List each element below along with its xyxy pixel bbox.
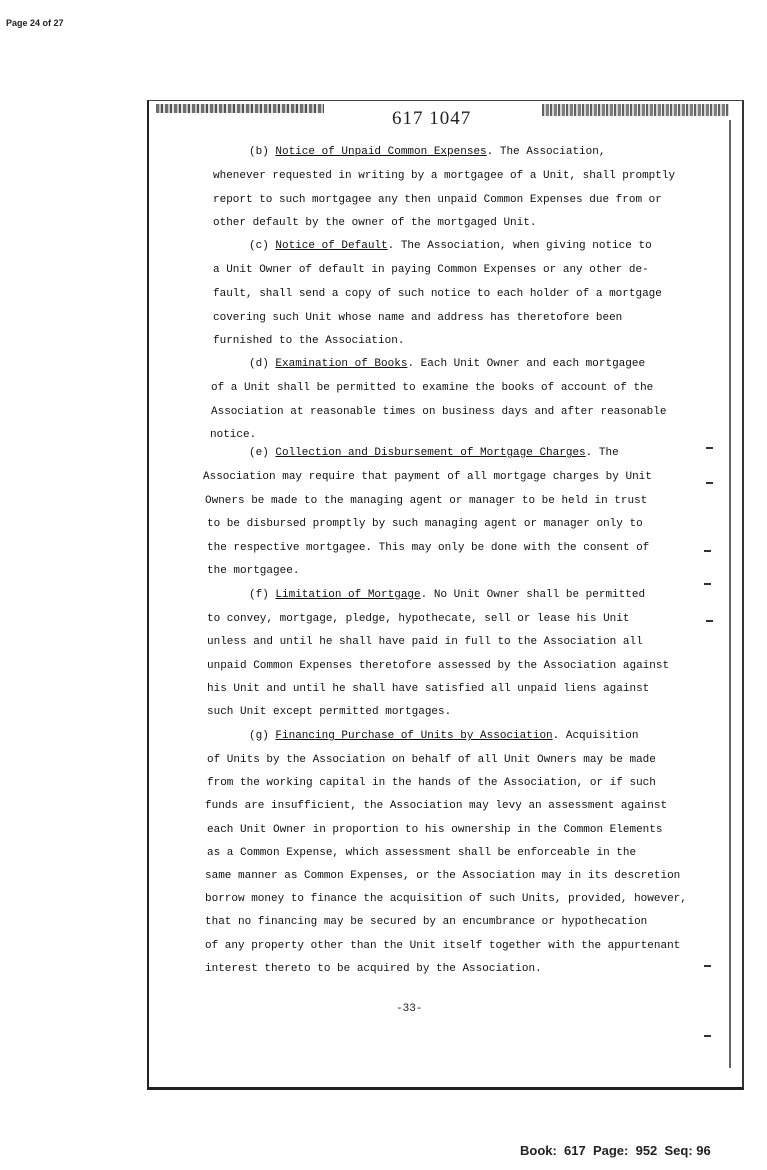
text-segment: . The: [585, 447, 619, 459]
scan-edge-line: [729, 120, 731, 1068]
text-segment: Owners be made to the managing agent or manager to be held in trust: [205, 495, 648, 507]
text-segment: . Each Unit Owner and each mortgagee: [407, 358, 646, 370]
page-number: -33-: [396, 1003, 423, 1015]
text-segment: Association at reasonable times on business days and after reasonable: [211, 406, 667, 418]
text-segment: of any property other than the Unit itself together with the appurtenant: [205, 940, 681, 952]
text-segment: (f): [249, 589, 276, 601]
book-stamp: 617 1047: [392, 108, 472, 129]
text-line: [213, 264, 649, 277]
scan-noise-left: [156, 104, 324, 113]
text-line: [205, 916, 647, 929]
text-segment: furnished to the Association.: [213, 335, 405, 347]
page-label: Page 24 of 27: [6, 18, 64, 28]
text-segment: interest thereto to be acquired by the Association.: [205, 963, 542, 975]
section-heading: Limitation of Mortgage: [275, 589, 421, 601]
text-segment: borrow money to finance the acquisition of such Units, provided, however,: [205, 893, 687, 905]
text-segment: other default by the owner of the mortgaged Unit.: [213, 217, 537, 229]
text-line: [213, 288, 662, 301]
text-line: [205, 870, 680, 883]
text-line: [249, 146, 605, 159]
text-line: [207, 847, 636, 860]
text-line: [207, 754, 656, 767]
text-segment: to convey, mortgage, pledge, hypothecate, sell or lease his Unit: [207, 613, 630, 625]
text-segment: the mortgagee.: [207, 565, 300, 577]
scan-noise-right: [542, 104, 729, 116]
text-segment: unless and until he shall have paid in full to the Association all: [207, 636, 643, 648]
text-line: [249, 240, 652, 253]
text-line: [207, 613, 629, 626]
text-line: [249, 358, 645, 371]
text-segment: . Acquisition: [552, 730, 639, 742]
text-segment: . The Association,: [486, 146, 606, 158]
text-line: [213, 217, 536, 230]
text-segment: unpaid Common Expenses theretofore assessed by the Association against: [207, 660, 670, 672]
margin-mark: [704, 550, 711, 552]
text-segment: (b): [249, 146, 276, 158]
text-line: [207, 542, 649, 555]
section-heading: Collection and Disbursement of Mortgage Charges: [275, 447, 586, 459]
section-heading: Examination of Books: [275, 358, 408, 370]
text-segment: same manner as Common Expenses, or the Association may in its descretion: [205, 870, 681, 882]
text-line: [211, 406, 666, 419]
text-line: [213, 335, 404, 348]
text-segment: such Unit except permitted mortgages.: [207, 706, 452, 718]
text-segment: the respective mortgagee. This may only be done with the consent of: [207, 542, 650, 554]
text-segment: . The Association, when giving notice to: [387, 240, 652, 252]
section-heading: Notice of Unpaid Common Expenses: [275, 146, 487, 158]
text-segment: each Unit Owner in proportion to his ownership in the Common Elements: [207, 824, 663, 836]
text-line: [207, 565, 299, 578]
margin-mark: [706, 620, 713, 622]
text-segment: (d): [249, 358, 276, 370]
text-line: [213, 194, 662, 207]
text-segment: to be disbursed promptly by such managing agent or manager only to: [207, 518, 643, 530]
text-segment: of a Unit shall be permitted to examine the books of account of the: [211, 382, 654, 394]
text-segment: that no financing may be secured by an encumbrance or hypothecation: [205, 916, 648, 928]
text-segment: . No Unit Owner shall be permitted: [420, 589, 646, 601]
margin-mark: [706, 482, 713, 484]
text-line: [249, 589, 645, 602]
text-segment: report to such mortgagee any then unpaid Common Expenses due from or: [213, 194, 662, 206]
text-line: [207, 518, 643, 531]
text-segment: (g): [249, 730, 276, 742]
text-line: [203, 471, 652, 484]
text-line: [249, 447, 619, 460]
text-segment: of Units by the Association on behalf of all Unit Owners may be made: [207, 754, 656, 766]
text-line: [207, 777, 656, 790]
section-heading: Financing Purchase of Units by Association: [275, 730, 553, 742]
text-segment: covering such Unit whose name and address has theretofore been: [213, 312, 623, 324]
text-line: [205, 800, 667, 813]
text-line: [210, 429, 256, 442]
text-segment: a Unit Owner of default in paying Common Expenses or any other de-: [213, 264, 649, 276]
text-segment: from the working capital in the hands of the Association, or if such: [207, 777, 656, 789]
text-segment: funds are insufficient, the Association may levy an assessment against: [205, 800, 668, 812]
margin-mark: [706, 447, 713, 449]
text-line: [213, 312, 622, 325]
text-segment: notice.: [210, 429, 257, 441]
text-line: [211, 382, 653, 395]
text-line: [213, 170, 675, 183]
text-line: [205, 495, 647, 508]
text-segment: his Unit and until he shall have satisfied all unpaid liens against: [207, 683, 650, 695]
book-reference: Book: 617 Page: 952 Seq: 96: [520, 1143, 711, 1158]
section-heading: Notice of Default: [275, 240, 388, 252]
text-line: [207, 706, 451, 719]
margin-mark: [704, 965, 711, 967]
margin-mark: [704, 583, 711, 585]
text-line: [207, 660, 669, 673]
text-segment: as a Common Expense, which assessment shall be enforceable in the: [207, 847, 637, 859]
text-line: [205, 940, 680, 953]
text-segment: Association may require that payment of all mortgage charges by Unit: [203, 471, 652, 483]
text-segment: fault, shall send a copy of such notice to each holder of a mortgage: [213, 288, 662, 300]
text-line: [207, 636, 643, 649]
margin-mark: [704, 1035, 711, 1037]
text-line: [207, 824, 662, 837]
text-line: [205, 963, 542, 976]
text-line: [205, 893, 687, 906]
text-line: [207, 683, 649, 696]
text-segment: (c): [249, 240, 276, 252]
text-segment: whenever requested in writing by a mortgagee of a Unit, shall promptly: [213, 170, 676, 182]
text-segment: (e): [249, 447, 276, 459]
text-line: [249, 730, 638, 743]
